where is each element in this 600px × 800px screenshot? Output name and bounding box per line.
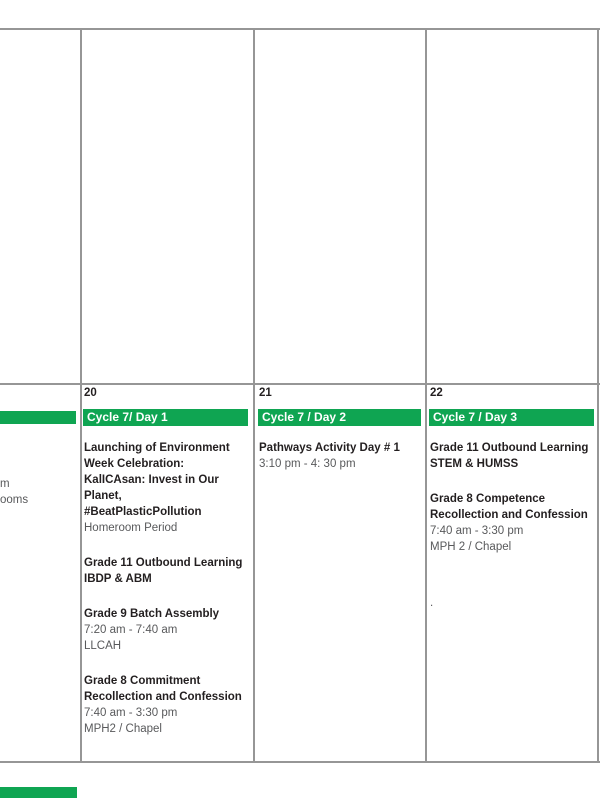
event-line: MPH 2 / Chapel bbox=[430, 541, 512, 553]
event-line: 3:10 pm - 4: 30 pm bbox=[259, 458, 356, 470]
event-line: 7:40 am - 3:30 pm bbox=[430, 525, 524, 537]
event-line: Recollection and Confession bbox=[430, 509, 588, 521]
grid-vline-1 bbox=[80, 28, 82, 762]
events-list-day20 bbox=[84, 440, 252, 756]
event-line: ooms bbox=[0, 494, 29, 506]
event-line: Week Celebration: bbox=[84, 458, 185, 470]
cycle-day-banner-partial bbox=[0, 411, 76, 424]
event-line: Grade 11 Outbound Learning bbox=[430, 442, 589, 454]
events-list-day22 bbox=[430, 440, 596, 630]
grid-vline-2 bbox=[253, 28, 255, 762]
event-line: Grade 8 Commitment bbox=[84, 675, 201, 687]
event-block bbox=[430, 595, 596, 611]
event-line: Homeroom Period bbox=[84, 522, 178, 534]
event-line: 7:20 am - 7:40 am bbox=[84, 624, 178, 636]
event-line: KalICAsan: Invest in Our bbox=[84, 474, 219, 486]
events-list-day21 bbox=[259, 440, 424, 491]
event-line: #BeatPlasticPollution bbox=[84, 506, 202, 518]
event-block bbox=[259, 440, 424, 472]
event-block bbox=[84, 440, 252, 536]
events-list-partial bbox=[0, 476, 78, 527]
event-line: Planet, bbox=[84, 490, 122, 502]
event-block bbox=[84, 673, 252, 737]
event-line: LLCAH bbox=[84, 640, 122, 652]
event-line: . bbox=[430, 597, 434, 609]
grid-hline-middle bbox=[0, 383, 600, 385]
date-number: 20 bbox=[84, 387, 97, 399]
cycle-day-banner: Cycle 7/ Day 1 bbox=[83, 409, 248, 426]
event-line: Grade 9 Batch Assembly bbox=[84, 608, 220, 620]
event-line: MPH2 / Chapel bbox=[84, 723, 162, 735]
grid-hline-bottom bbox=[0, 761, 600, 763]
cycle-day-banner: Cycle 7 / Day 2 bbox=[258, 409, 421, 426]
grid-hline-top bbox=[0, 28, 600, 30]
event-block bbox=[430, 491, 596, 555]
cycle-day-banner: Cycle 7 / Day 3 bbox=[429, 409, 594, 426]
event-line: Recollection and Confession bbox=[84, 691, 242, 703]
event-block bbox=[0, 476, 78, 508]
event-block bbox=[84, 555, 252, 587]
event-line: IBDP & ABM bbox=[84, 573, 152, 585]
event-block bbox=[84, 606, 252, 654]
next-row-banner-partial bbox=[0, 787, 77, 798]
event-line: 7:40 am - 3:30 pm bbox=[84, 707, 178, 719]
event-line: Grade 8 Competence bbox=[430, 493, 546, 505]
event-line: Pathways Activity Day # 1 bbox=[259, 442, 400, 454]
event-line: m bbox=[0, 478, 10, 490]
date-number: 22 bbox=[430, 387, 443, 399]
event-line: Grade 11 Outbound Learning bbox=[84, 557, 243, 569]
event-line: Launching of Environment bbox=[84, 442, 230, 454]
grid-vline-3 bbox=[425, 28, 427, 762]
date-number: 21 bbox=[259, 387, 272, 399]
event-line: STEM & HUMSS bbox=[430, 458, 519, 470]
grid-vline-right bbox=[597, 28, 599, 762]
event-block bbox=[430, 440, 596, 472]
